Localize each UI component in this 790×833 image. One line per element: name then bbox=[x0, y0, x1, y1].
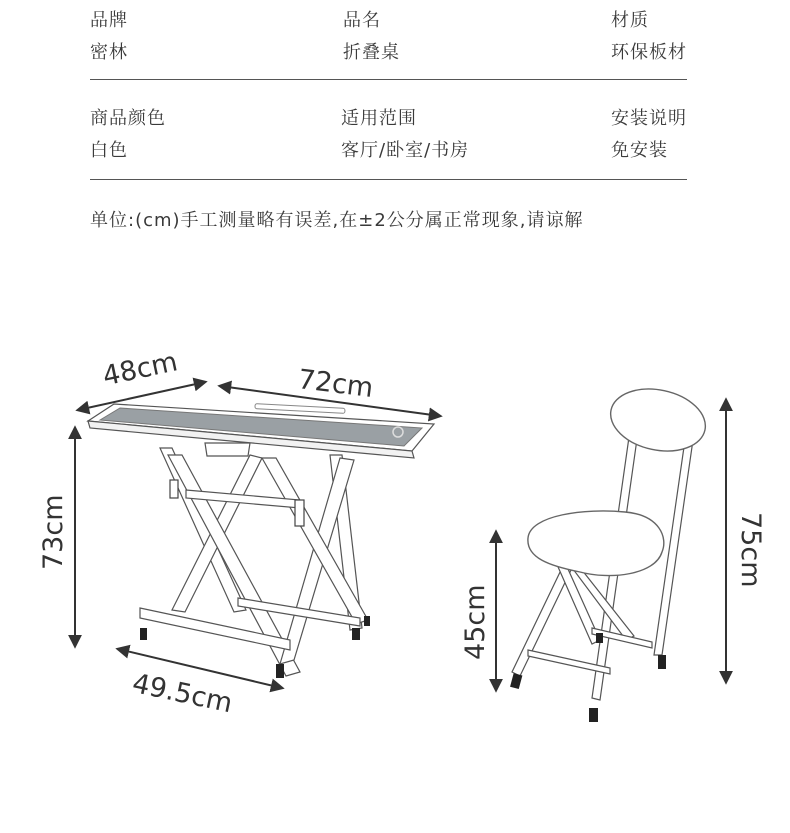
spec-color-label: 商品颜色 bbox=[90, 108, 166, 129]
spec-brand-label: 品牌 bbox=[90, 10, 128, 31]
label-table-width: 72cm bbox=[296, 364, 375, 404]
label-chair-height: 75cm bbox=[735, 512, 766, 588]
folding-table-icon bbox=[88, 404, 434, 678]
spec-name-label: 品名 bbox=[343, 10, 381, 31]
spec-install-value: 免安装 bbox=[611, 140, 668, 161]
label-table-base: 49.5cm bbox=[129, 668, 236, 720]
spec-material-label: 材质 bbox=[611, 10, 649, 31]
folding-chair-icon bbox=[510, 381, 711, 722]
label-table-depth: 48cm bbox=[100, 346, 181, 393]
spec-name-value: 折叠桌 bbox=[343, 42, 400, 63]
spec-install-label: 安装说明 bbox=[611, 108, 687, 129]
spec-material-value: 环保板材 bbox=[611, 42, 687, 63]
spec-usage-value: 客厅/卧室/书房 bbox=[341, 140, 470, 161]
spec-usage-label: 适用范围 bbox=[341, 108, 417, 129]
measurement-note: 单位:(cm)手工测量略有误差,在±2公分属正常现象,请谅解 bbox=[90, 210, 584, 231]
spec-color-value: 白色 bbox=[90, 140, 128, 161]
label-table-height: 73cm bbox=[38, 494, 69, 570]
spec-brand-value: 密林 bbox=[90, 42, 128, 63]
label-chair-seat-height: 45cm bbox=[460, 584, 491, 660]
